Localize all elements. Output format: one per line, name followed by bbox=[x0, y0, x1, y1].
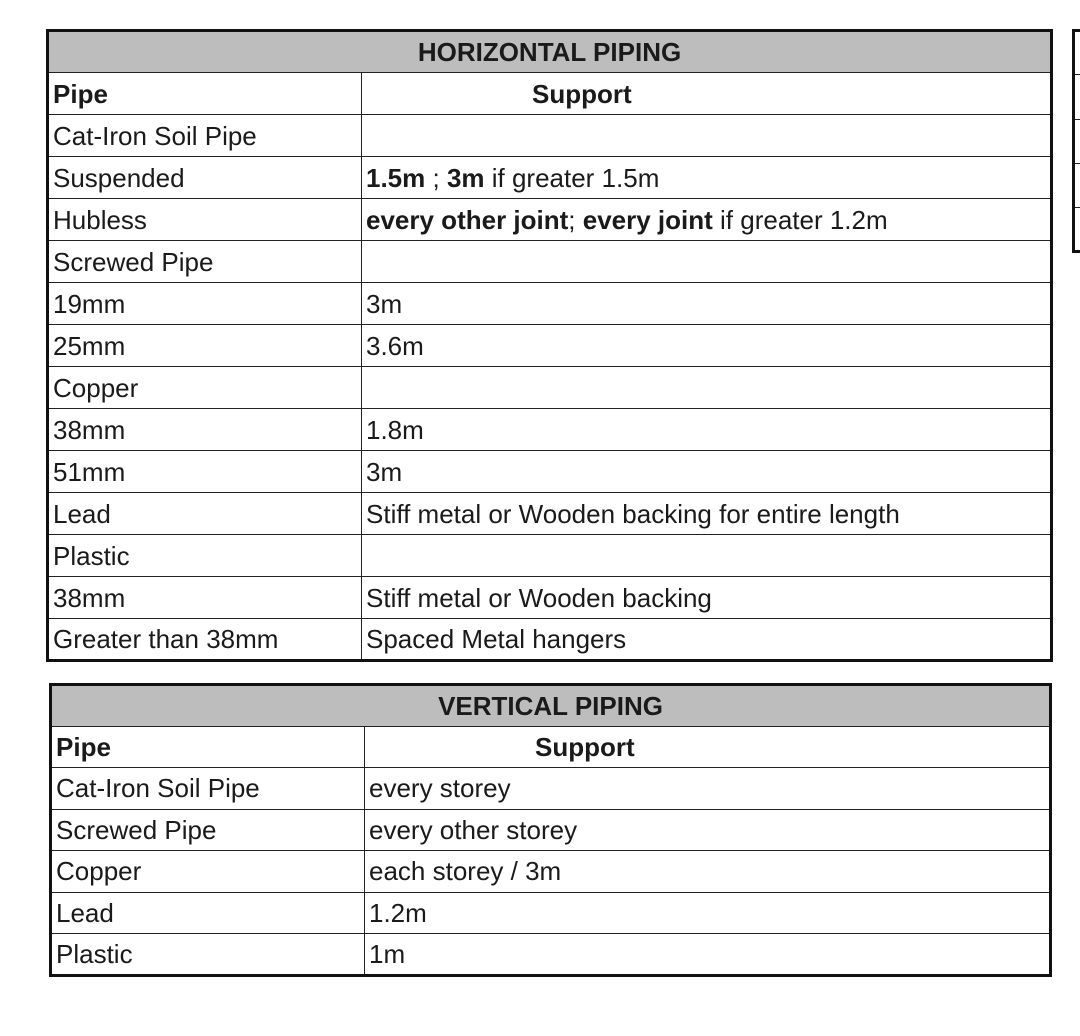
support-text-part: 3m bbox=[446, 162, 485, 193]
partial-side-table bbox=[1072, 29, 1080, 253]
support-cell: 1m bbox=[365, 934, 1051, 976]
pipe-cell: Screwed Pipe bbox=[51, 809, 365, 851]
pipe-cell: Copper bbox=[48, 367, 362, 409]
horizontal-piping-table bbox=[46, 29, 1053, 662]
vertical-table-body bbox=[51, 768, 1051, 976]
table-row bbox=[51, 851, 1051, 893]
pipe-column-header: Pipe bbox=[48, 73, 362, 115]
pipe-cell: Screwed Pipe bbox=[48, 241, 362, 283]
table-row bbox=[51, 768, 1051, 810]
pipe-column-header: Pipe bbox=[51, 726, 365, 768]
vertical-piping-table bbox=[49, 683, 1052, 977]
support-text-part: if greater 1.5m bbox=[484, 162, 660, 193]
side-table-divider bbox=[1075, 163, 1080, 164]
pipe-cell: 38mm bbox=[48, 577, 362, 619]
table-header-row bbox=[48, 73, 1052, 115]
side-table-divider bbox=[1075, 119, 1080, 120]
support-column-header: Support bbox=[365, 726, 1051, 768]
support-cell: Stiff metal or Wooden backing for entire length bbox=[362, 493, 1052, 535]
pipe-cell: 25mm bbox=[48, 325, 362, 367]
pipe-cell: Lead bbox=[48, 493, 362, 535]
support-column-header: Support bbox=[362, 73, 1052, 115]
table-row bbox=[48, 535, 1052, 577]
support-text-part: ; bbox=[568, 204, 583, 235]
table-row bbox=[48, 409, 1052, 451]
table-row bbox=[48, 325, 1052, 367]
pipe-cell: Hubless bbox=[48, 199, 362, 241]
pipe-cell: Plastic bbox=[51, 934, 365, 976]
table-header-row bbox=[51, 726, 1051, 768]
support-cell: every storey bbox=[365, 768, 1051, 810]
side-table-divider bbox=[1075, 207, 1080, 208]
horizontal-table-title: HORIZONTAL PIPING bbox=[48, 31, 1052, 73]
support-cell bbox=[362, 367, 1052, 409]
support-cell bbox=[362, 535, 1052, 577]
table-row bbox=[48, 283, 1052, 325]
table-row bbox=[48, 367, 1052, 409]
pipe-cell: 38mm bbox=[48, 409, 362, 451]
support-cell: every other storey bbox=[365, 809, 1051, 851]
support-cell: 1.8m bbox=[362, 409, 1052, 451]
support-cell: Stiff metal or Wooden backing bbox=[362, 577, 1052, 619]
table-title-row bbox=[51, 685, 1051, 727]
table-row bbox=[51, 892, 1051, 934]
pipe-cell: Plastic bbox=[48, 535, 362, 577]
support-text-part: every joint bbox=[582, 204, 713, 235]
pipe-cell: Lead bbox=[51, 892, 365, 934]
support-text-part: every other joint bbox=[366, 204, 569, 235]
support-cell: 1.2m bbox=[365, 892, 1051, 934]
support-cell: Spaced Metal hangers bbox=[362, 619, 1052, 661]
pipe-cell: 19mm bbox=[48, 283, 362, 325]
table-row bbox=[48, 577, 1052, 619]
pipe-cell: Copper bbox=[51, 851, 365, 893]
table-row bbox=[48, 619, 1052, 661]
table-row bbox=[48, 199, 1052, 241]
table-row bbox=[48, 115, 1052, 157]
table-row bbox=[51, 934, 1051, 976]
support-cell: 3m bbox=[362, 451, 1052, 493]
table-row bbox=[48, 157, 1052, 199]
support-cell bbox=[362, 241, 1052, 283]
support-cell bbox=[362, 115, 1052, 157]
pipe-cell: 51mm bbox=[48, 451, 362, 493]
support-text-part: if greater 1.2m bbox=[712, 204, 888, 235]
pipe-cell: Cat-Iron Soil Pipe bbox=[51, 768, 365, 810]
support-cell: 3.6m bbox=[362, 325, 1052, 367]
pipe-cell: Greater than 38mm bbox=[48, 619, 362, 661]
support-cell bbox=[362, 199, 1052, 241]
support-cell: 3m bbox=[362, 283, 1052, 325]
table-row bbox=[48, 493, 1052, 535]
horizontal-table-body bbox=[48, 115, 1052, 661]
support-text-part: ; bbox=[425, 162, 447, 193]
table-row bbox=[48, 241, 1052, 283]
support-cell bbox=[362, 157, 1052, 199]
pipe-cell: Cat-Iron Soil Pipe bbox=[48, 115, 362, 157]
table-title-row bbox=[48, 31, 1052, 73]
support-cell: each storey / 3m bbox=[365, 851, 1051, 893]
table-row bbox=[51, 809, 1051, 851]
support-text-part: 1.5m bbox=[366, 162, 426, 193]
vertical-table-title: VERTICAL PIPING bbox=[51, 685, 1051, 727]
side-table-divider bbox=[1075, 74, 1080, 75]
table-row bbox=[48, 451, 1052, 493]
pipe-cell: Suspended bbox=[48, 157, 362, 199]
